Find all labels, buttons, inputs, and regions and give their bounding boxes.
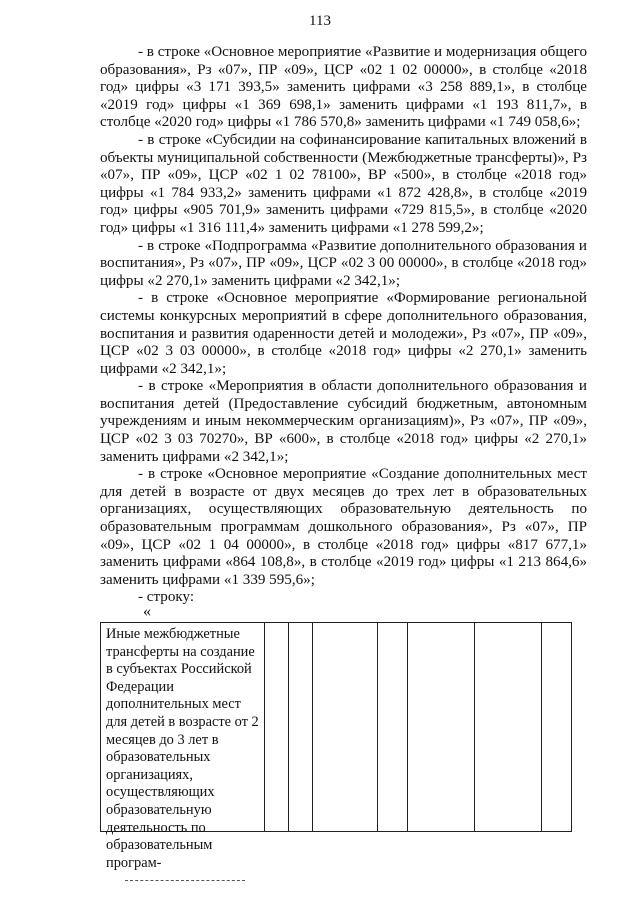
paragraph-1: - в строке «Основное мероприятие «Развитие и модернизация общего образования», Рз «07», ПР «09», ЦСР «02 1 02 00000», в столбце «2018 год» цифры «3 171 393,5» заменить цифрами «3 258 889,1», в столбце «2019 год» цифры «1 369 698,1» заменить цифрами «1 193 811,7», в столбце «2020 год» цифры «1 786 570,8» заменить цифрами «1 749 058,6»;	[100, 44, 588, 131]
table-column-divider	[407, 623, 408, 831]
footer-scan-mark	[125, 880, 245, 881]
table-column-divider	[377, 623, 378, 831]
paragraph-7: - строку:	[138, 589, 195, 606]
paragraph-4: - в строке «Основное мероприятие «Формирование региональной системы конкурсных мероприятий в сфере дополнительного образования, воспитания и развития одаренности детей и молодежи», Рз «07», ПР «09», ЦСР «02 3 03 00000», в столбце «2018 год» цифры «2 270,1» заменить цифрами «2 342,1»;	[100, 290, 587, 377]
paragraph-3: - в строке «Подпрограмма «Развитие дополнительного образования и воспитания», Рз «07», ПР «09», ЦСР «02 3 00 00000», в столбце «2018 год» цифры «2 270,1» заменить цифрами «2 342,1»;	[100, 237, 587, 289]
page-number: 113	[309, 13, 331, 29]
paragraph-5: - в строке «Мероприятия в области дополнительного образования и воспитания детей (Предоставление субсидий бюджетным, автономным учреждениям и иным некоммерческим организациям)», Рз «07», ПР «09», ЦСР «02 3 03 70270», ВР «600», в столбце «2018 год» цифры «2 270,1» заменить цифрами «2 342,1»;	[100, 378, 587, 465]
opening-quote-mark: «	[143, 603, 151, 620]
table-column-divider	[541, 623, 542, 831]
table-column-divider	[312, 623, 313, 831]
paragraph-6: - в строке «Основное мероприятие «Создание дополнительных мест для детей в возрасте от двух месяцев до трех лет в образовательных организациях, осуществляющих образовательную деятельность по образовательным программам дошкольного образования», Рз «07», ПР «09», ЦСР «02 1 04 00000», в столбце «2018 год» цифры «817 677,1» заменить цифрами «864 108,8», в столбце «2019 год» цифры «1 213 864,6» заменить цифрами «1 339 595,6»;	[100, 466, 587, 588]
table-column-divider	[474, 623, 475, 831]
amendment-text	[100, 44, 587, 607]
table-column-divider	[264, 623, 265, 831]
table-column-divider	[288, 623, 289, 831]
table-row-name-cell: Иные межбюджетные трансферты на создание в субъектах Российской Федерации дополнительных мест для детей в возрасте от 2 месяцев до 3 лет в образовательных организациях, осуществляющих образовательную деятельность по образовательным програм-	[106, 626, 259, 871]
paragraph-2: - в строке «Субсидии на софинансирование капитальных вложений в объекты муниципальной собственности (Межбюджетные трансферты)», Рз «07», ПР «09», ЦСР «02 1 02 78100», ВР «500», в столбце «2018 год» цифры «1 784 933,2» заменить цифрами «1 872 428,8», в столбце «2019 год» цифры «905 701,9» заменить цифрами «729 815,5», в столбце «2020 год» цифры «1 316 111,4» заменить цифрами «1 278 599,2»;	[100, 131, 587, 236]
budget-table	[100, 622, 572, 871]
